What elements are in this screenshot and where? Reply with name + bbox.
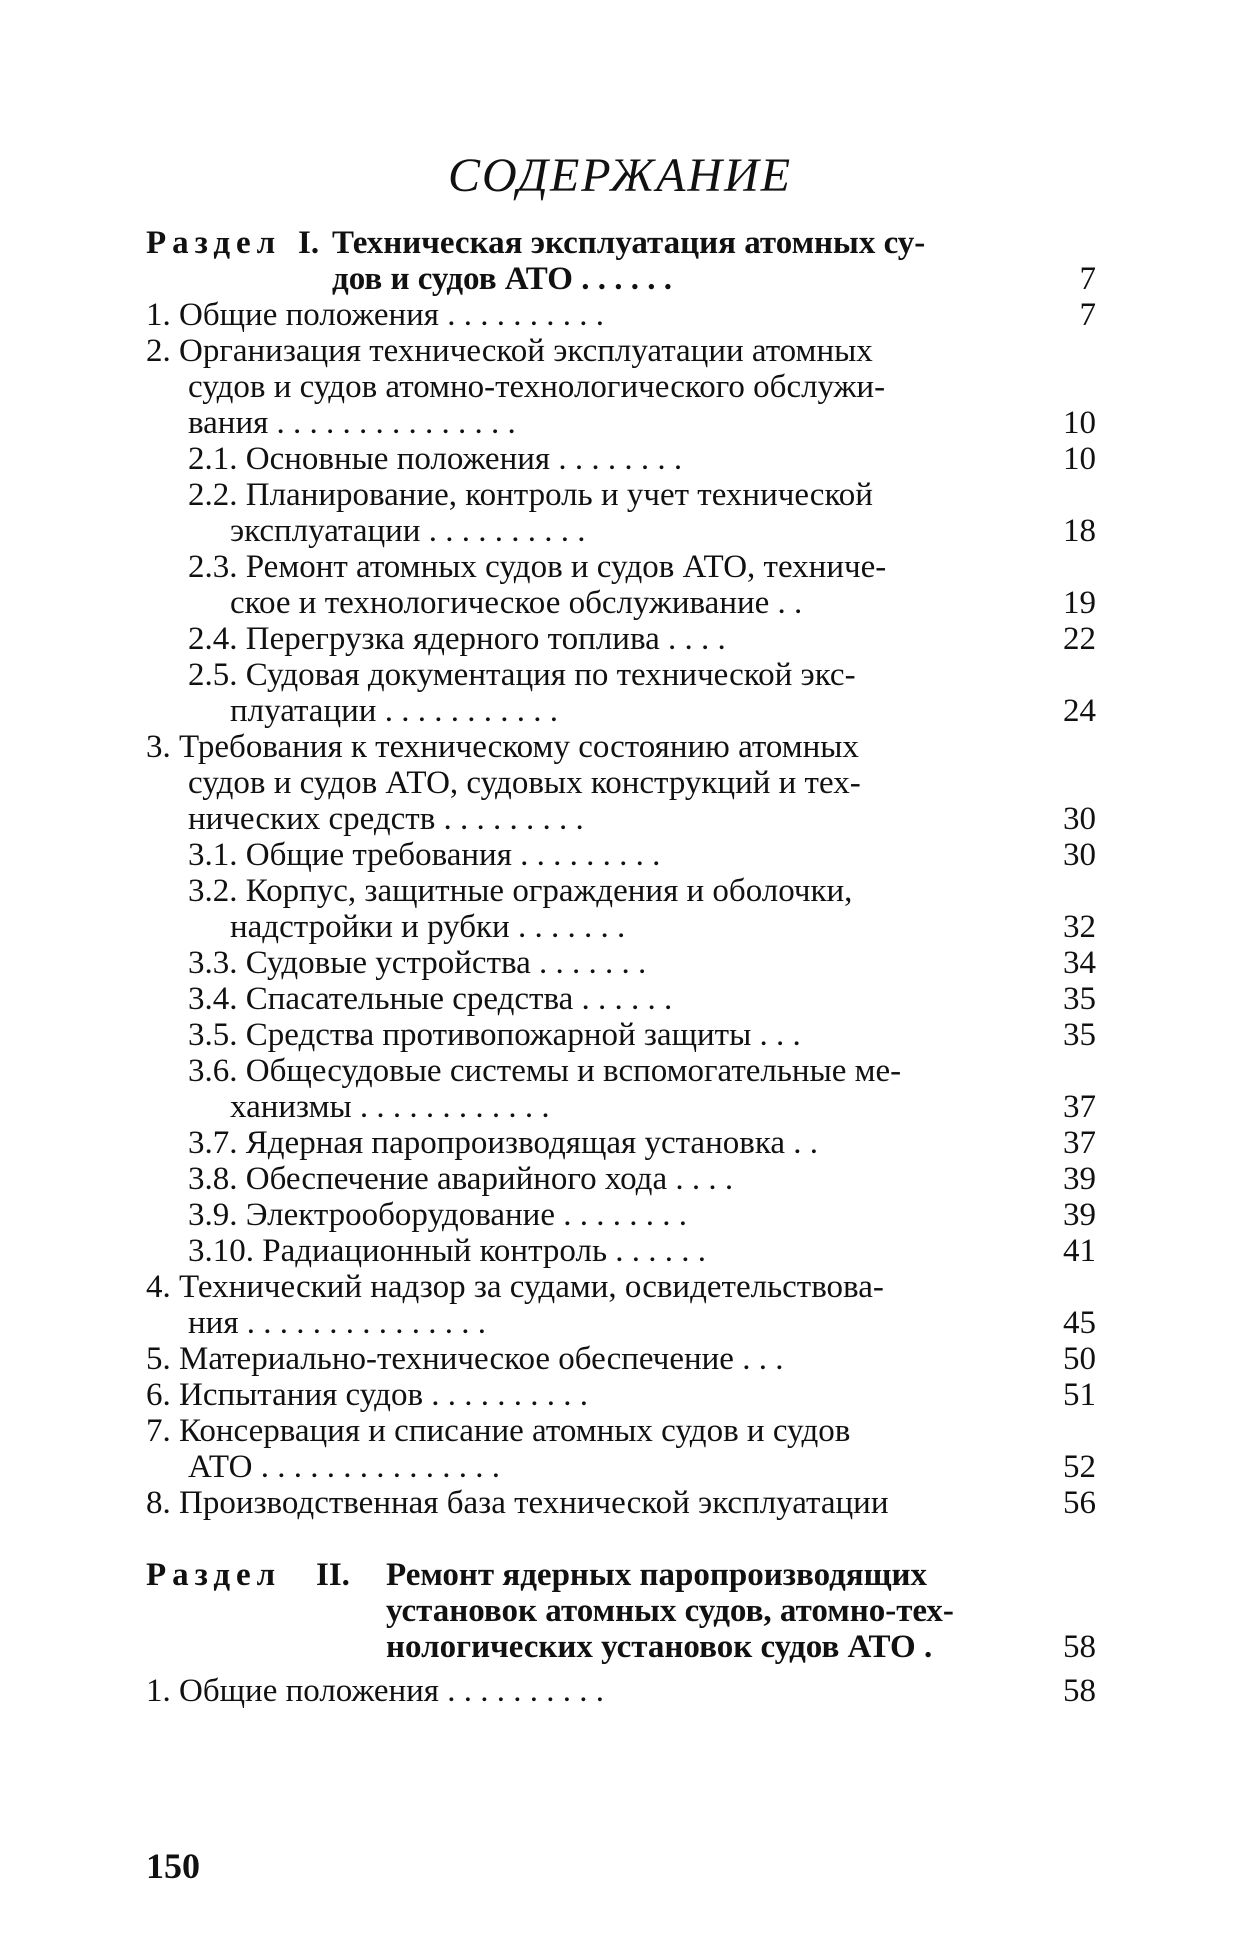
toc-page-number: 51 [1063,1377,1096,1413]
toc-line [146,1341,1096,1377]
toc-line [146,1017,1096,1053]
toc-page-number: 45 [1063,1305,1096,1341]
toc-line [146,873,1096,909]
toc-entry-text: 3. Требования к техническому состоянию атомных [146,729,859,765]
toc-line [146,837,1096,873]
toc-entry-text: 8. Производственная база технической эксплуатации [146,1485,889,1521]
page-title: СОДЕРЖАНИЕ [447,149,793,202]
toc-page-number: 58 [1063,1673,1096,1709]
toc-subentry [146,1017,1096,1053]
toc-page-number: 37 [1063,1089,1096,1125]
section-label: Раздел [146,1557,282,1593]
toc-page-number: 7 [1079,261,1096,297]
toc-line [146,261,1096,297]
toc-line [146,1485,1096,1521]
toc-line [146,1377,1096,1413]
toc-entry-text: 3.10. Радиационный контроль . . . . . . [188,1233,706,1269]
toc-line [146,549,1096,585]
toc-line [146,945,1096,981]
toc-entry-text: установок атомных судов, атомно-тех- [386,1593,954,1629]
toc-page-number: 19 [1063,585,1096,621]
toc-line [146,1161,1096,1197]
toc-entry-text: 7. Консервация и списание атомных судов и судов [146,1413,851,1449]
toc-line [146,1053,1096,1089]
toc-subentry [146,1125,1096,1161]
section-heading [146,1557,1096,1665]
toc-line [146,981,1096,1017]
toc-entry-text: 2.2. Планирование, контроль и учет технической [188,477,873,513]
toc-line [146,1557,1096,1593]
spacer [146,1521,1096,1557]
toc-entry-text: 2.1. Основные положения . . . . . . . . [188,441,683,477]
toc-entry-text: Ремонт ядерных паропроизводящих [386,1557,928,1593]
toc-entry-text: 5. Материально-техническое обеспечение . . . [146,1341,784,1377]
toc-line [146,801,1096,837]
toc-entry [146,729,1096,837]
toc-line [146,297,1096,333]
toc-subentry [146,837,1096,873]
spacer [146,1665,1096,1673]
toc-line [146,729,1096,765]
page-number: 150 [146,1846,200,1886]
toc-entry-text: Техническая эксплуатация атомных су- [332,225,926,261]
toc-page-number: 10 [1063,441,1096,477]
toc-entry-text: 3.9. Электрооборудование . . . . . . . . [188,1197,687,1233]
toc-entry [146,1673,1096,1709]
toc-entry-text: 2.3. Ремонт атомных судов и судов АТО, техниче- [188,549,887,585]
section-number: I. [298,225,320,261]
toc-line [146,765,1096,801]
toc-page-number: 34 [1063,945,1096,981]
toc-entry-text: 3.2. Корпус, защитные ограждения и оболочки, [188,873,853,909]
toc-entry [146,297,1096,333]
toc-entry-text: 4. Технический надзор за судами, освидетельствова- [146,1269,884,1305]
toc-page-number: 7 [1079,297,1096,333]
toc-page-number: 35 [1063,1017,1096,1053]
toc-line [146,1629,1096,1665]
toc-page-number: 32 [1063,909,1096,945]
toc-line [146,333,1096,369]
toc-entry-text: АТО . . . . . . . . . . . . . . . [188,1449,500,1485]
toc-line [146,369,1096,405]
toc-entry-text: ханизмы . . . . . . . . . . . . [230,1089,550,1125]
toc-entry-text: ское и технологическое обслуживание . . [230,585,803,621]
toc-subentry [146,1161,1096,1197]
toc-entry [146,1485,1096,1521]
toc-entry-text: 3.3. Судовые устройства . . . . . . . [188,945,647,981]
toc-line [146,225,1096,261]
toc-page-number: 35 [1063,981,1096,1017]
toc-page-number: 24 [1063,693,1096,729]
toc-entry-text: 3.8. Обеспечение аварийного хода . . . . [188,1161,734,1197]
toc-entry [146,1269,1096,1341]
toc-entry-text: плуатации . . . . . . . . . . . [230,693,558,729]
toc-line [146,405,1096,441]
toc-entry-text: 1. Общие положения . . . . . . . . . . [146,297,604,333]
toc-line [146,909,1096,945]
toc-subentry [146,441,1096,477]
toc-page-number: 22 [1063,621,1096,657]
toc-entry [146,1413,1096,1485]
toc-page-number: 39 [1063,1197,1096,1233]
toc-entry-text: нических средств . . . . . . . . . [188,801,584,837]
toc-line [146,1269,1096,1305]
toc-entry-text: эксплуатации . . . . . . . . . . [230,513,586,549]
toc-subentry [146,945,1096,981]
toc-page-number: 41 [1063,1233,1096,1269]
section-number: II. [316,1557,350,1593]
toc-entry-text: 1. Общие положения . . . . . . . . . . [146,1673,604,1709]
toc-entry [146,1341,1096,1377]
toc-line [146,441,1096,477]
toc-line [146,477,1096,513]
toc-subentry [146,657,1096,729]
toc-subentry [146,477,1096,549]
toc-entry-text: 3.1. Общие требования . . . . . . . . . [188,837,661,873]
toc-entry [146,333,1096,441]
toc-line [146,1089,1096,1125]
toc-entry-text: судов и судов атомно-технологического обслужи- [188,369,886,405]
toc-subentry [146,549,1096,621]
toc-subentry [146,981,1096,1017]
toc-line [146,657,1096,693]
toc-line [146,585,1096,621]
toc-entry-text: судов и судов АТО, судовых конструкций и тех- [188,765,861,801]
toc-page-number: 30 [1063,801,1096,837]
toc-line [146,1673,1096,1709]
toc-entry [146,1377,1096,1413]
toc-page-number: 10 [1063,405,1096,441]
toc-page-number: 58 [1063,1629,1096,1665]
toc-entry-text: нологических установок судов АТО . [386,1629,933,1665]
toc-line [146,693,1096,729]
toc-entry-text: 2. Организация технической эксплуатации атомных [146,333,873,369]
toc-entry-text: 3.4. Спасательные средства . . . . . . [188,981,673,1017]
toc-page-number: 30 [1063,837,1096,873]
toc-entry-text: 3.6. Общесудовые системы и вспомогательные ме- [188,1053,902,1089]
toc-line [146,1125,1096,1161]
toc-page-number: 39 [1063,1161,1096,1197]
toc-entry-text: 3.7. Ядерная паропроизводящая установка . . [188,1125,818,1161]
toc-page-number: 52 [1063,1449,1096,1485]
toc-entry-text: дов и судов АТО . . . . . . [332,261,672,297]
toc-page-number: 56 [1063,1485,1096,1521]
toc-line [146,1593,1096,1629]
toc-page-number: 18 [1063,513,1096,549]
toc-subentry [146,621,1096,657]
toc-subentry [146,873,1096,945]
toc-line [146,1305,1096,1341]
table-of-contents [146,225,1096,1709]
toc-subentry [146,1053,1096,1125]
toc-entry-text: 6. Испытания судов . . . . . . . . . . [146,1377,589,1413]
toc-page-number: 37 [1063,1125,1096,1161]
toc-subentry [146,1233,1096,1269]
toc-entry-text: 3.5. Средства противопожарной защиты . . . [188,1017,801,1053]
toc-line [146,1449,1096,1485]
toc-line [146,1413,1096,1449]
section-heading [146,225,1096,297]
toc-subentry [146,1197,1096,1233]
toc-line [146,1197,1096,1233]
toc-entry-text: вания . . . . . . . . . . . . . . . [188,405,516,441]
toc-line [146,513,1096,549]
toc-line [146,1233,1096,1269]
toc-entry-text: 2.5. Судовая документация по технической экс- [188,657,856,693]
toc-entry-text: 2.4. Перегрузка ядерного топлива . . . . [188,621,726,657]
toc-page-number: 50 [1063,1341,1096,1377]
toc-line [146,621,1096,657]
toc-entry-text: ния . . . . . . . . . . . . . . . [188,1305,486,1341]
toc-entry-text: надстройки и рубки . . . . . . . [230,909,626,945]
section-label: Раздел [146,225,282,261]
